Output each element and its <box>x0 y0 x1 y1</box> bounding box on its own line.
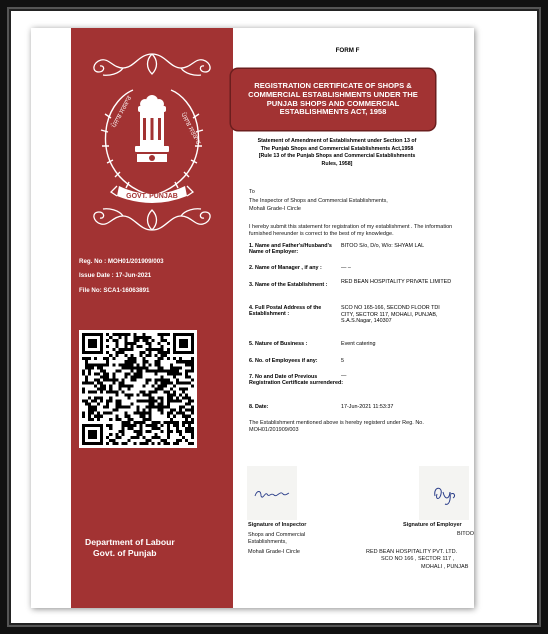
qr-code-icon <box>82 333 194 445</box>
employer-name: BITOO <box>457 531 474 537</box>
department-line-2: Govt. of Punjab <box>93 547 157 558</box>
field-value: — <box>341 373 347 379</box>
registration-note: The Establishment mentioned above is hereby registerd under Reg. No. MOH01/201909/003 <box>249 420 424 433</box>
certificate-sidebar <box>71 28 233 608</box>
statement-heading <box>231 138 443 168</box>
inspector-caption: Signature of Inspector <box>248 522 307 528</box>
employer-line-3: MOHALI , PUNJAB <box>421 564 469 570</box>
statement-line-2: The Punjab Shops and Commercial Establishments Act,1958 <box>260 145 414 152</box>
statement-line-4: Rules, 1958] <box>321 160 353 167</box>
field-value: BITOO S/o, D/o, W/o: SHYAM LAL <box>341 243 425 249</box>
inspector-signature-image <box>247 466 297 520</box>
field-value: 17-Jun-2021 11:53:37 <box>341 404 394 410</box>
employer-line-1: RED BEAN HOSPITALITY PVT. LTD. <box>366 549 458 555</box>
top-ornament-icon <box>79 50 225 78</box>
employer-signature-icon <box>419 466 469 520</box>
field-label: 6. No. of Employees if any: <box>249 358 318 364</box>
emblem-banner-text: GOVT. PUNJAB <box>126 193 178 200</box>
state-emblem-icon <box>93 84 211 204</box>
inspector-line-2: Mohali Grade-I Circle <box>248 549 300 555</box>
certificate-title-box <box>231 69 435 130</box>
field-label: 5. Nature of Business : <box>249 341 308 347</box>
qr-code <box>79 330 197 448</box>
field-label: 7. No and Date of Previous Registration Certificate surrendered: <box>249 374 344 387</box>
field-label: 1. Name and Father's/Husband's Name of Employer: <box>249 243 332 256</box>
file-number: File No: SCA1-16063891 <box>79 287 150 294</box>
svg-text:ਪੰਜਾਬ ਸਰਕਾਰ: ਪੰਜਾਬ ਸਰਕਾਰ <box>179 111 202 146</box>
field-label: 8. Date: <box>249 404 269 410</box>
certificate-body <box>221 28 474 608</box>
inspector-signature-icon <box>247 466 297 520</box>
inspector-line-1: Shops and Commercial Establishments, <box>248 532 306 545</box>
employer-caption: Signature of Employer <box>403 522 462 528</box>
field-value: RED BEAN HOSPITALITY PRIVATE LIMITED <box>341 279 452 285</box>
field-value: — – <box>341 265 351 271</box>
svg-text:ਪੰਜਾਬ ਸਰਕਾਰ: ਪੰਜਾਬ ਸਰਕਾਰ <box>110 94 134 129</box>
intro-text: I hereby submit this statement for registration of my establishment . The information furnished hereunder is correct to the best of my knowledge. <box>249 224 453 237</box>
field-label: 2. Name of Manager , if any : <box>249 265 322 271</box>
bottom-ornament-icon <box>79 206 225 234</box>
statement-line-1: Statement of Amendment of Establishment under Section 13 of <box>257 138 417 144</box>
statement-line-3: [Rule 13 of the Punjab Shops and Commercial Establishments <box>258 153 416 160</box>
addressee-line-1: The Inspector of Shops and Commercial Establishments, <box>249 198 388 204</box>
certificate-page <box>31 28 474 608</box>
addressee-line-2: Mohali Grade-I Circle <box>249 206 301 212</box>
employer-line-2: SCO NO 166 , SECTOR 117 , <box>381 556 455 562</box>
issue-date: Issue Date : 17-Jun-2021 <box>79 272 152 279</box>
certificate-title: REGISTRATION CERTIFICATE OF SHOPS & COMMERCIAL ESTABLISHMENTS UNDER THE PUNJAB SHOPS AND COMMERCIAL ESTABLISHMENTS ACT, 1958 <box>248 81 418 117</box>
department-name <box>85 537 175 558</box>
form-label: FORM F <box>335 47 360 54</box>
addressee-to: To <box>249 189 255 195</box>
registration-number: Reg. No : MOH01/201909/003 <box>79 258 164 265</box>
field-label: 4. Full Postal Address of the Establishment : <box>249 305 322 318</box>
employer-signature-image <box>419 466 469 520</box>
field-value: 5 <box>341 358 344 364</box>
field-value: Event catering <box>341 341 376 347</box>
field-label: 3. Name of the Establishment : <box>249 282 328 288</box>
field-value: SCO NO 165-166, SECOND FLOOR TDI CITY, SECTOR 117, MOHALI, PUNJAB, S.A.S.Nagar, 140307 <box>341 305 440 325</box>
department-line-1: Department of Labour <box>85 537 175 547</box>
